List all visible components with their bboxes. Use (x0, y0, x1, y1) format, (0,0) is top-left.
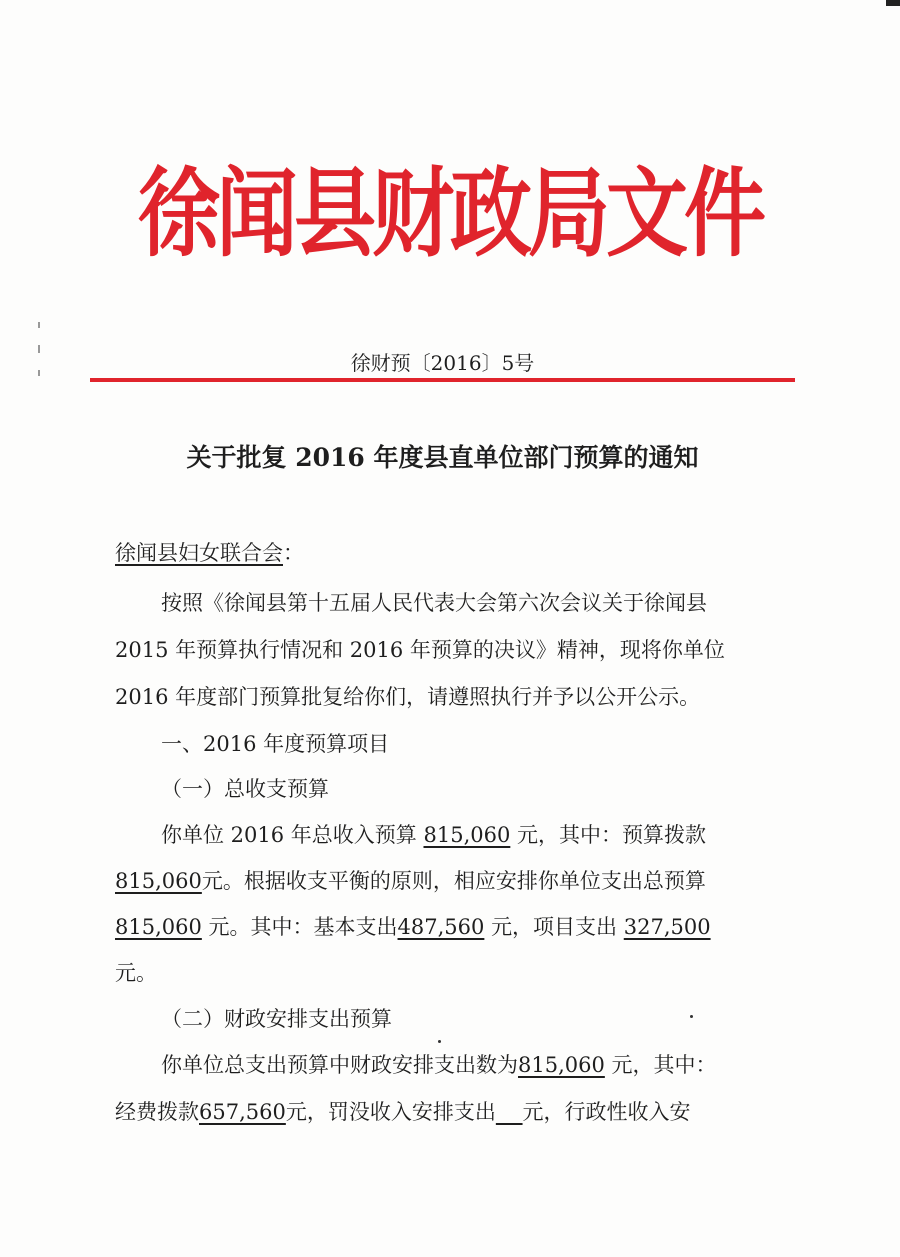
scan-margin-mark (38, 370, 40, 376)
masthead-title: 徐闻县财政局文件 (137, 158, 762, 271)
intro-line-3: 2016 年度部门预算批复给你们，请遵照执行并予以公开公示。 (115, 685, 701, 709)
scan-margin-mark (38, 345, 40, 353)
red-divider-line (90, 378, 795, 382)
budget-line-4: 元。 (115, 961, 157, 985)
funding-allocation-value: 657,560 (199, 1100, 286, 1124)
recipient-name: 徐闻县妇女联合会 (115, 541, 283, 565)
appropriation-value: 815,060 (115, 869, 202, 893)
subsection-heading: （一）总收支预算 (161, 777, 329, 801)
fiscal-expenditure-value: 815,060 (518, 1053, 605, 1077)
notice-title: 关于批复 2016 年度县直单位部门预算的通知 (186, 443, 699, 472)
document-number: 徐财预〔2016〕5号 (350, 351, 535, 375)
section-heading: 一、2016 年度预算项目 (161, 732, 390, 756)
subsection-heading: （二）财政安排支出预算 (161, 1007, 392, 1031)
blank-field (496, 1100, 523, 1124)
scan-margin-mark (38, 322, 40, 328)
recipient-line: 徐闻县妇女联合会： (115, 541, 304, 565)
total-income-value: 815,060 (423, 823, 511, 847)
basic-expenditure-value: 487,560 (397, 915, 485, 939)
intro-line-1: 按照《徐闻县第十五届人民代表大会第六次会议关于徐闻县 (161, 591, 707, 615)
budget-line-2: 815,060元。根据收支平衡的原则，相应安排你单位支出总预算 (115, 869, 706, 893)
intro-line-2: 2015 年预算执行情况和 2016 年预算的决议》精神，现将你单位 (115, 638, 725, 662)
scan-corner-mark (886, 0, 900, 6)
project-expenditure-value: 327,500 (623, 915, 711, 939)
fiscal-line-2: 经费拨款657,560元，罚没收入安排支出 元，行政性收入安 (115, 1100, 691, 1124)
budget-line-1: 你单位 2016 年总收入预算 815,060 元，其中：预算拨款 (161, 823, 707, 847)
scan-speck (438, 1040, 441, 1043)
fiscal-line-1: 你单位总支出预算中财政安排支出数为815,060 元，其中： (161, 1053, 717, 1077)
total-expenditure-value: 815,060 (115, 915, 202, 939)
budget-line-3: 815,060 元。其中：基本支出487,560 元，项目支出 327,500 (115, 915, 711, 939)
